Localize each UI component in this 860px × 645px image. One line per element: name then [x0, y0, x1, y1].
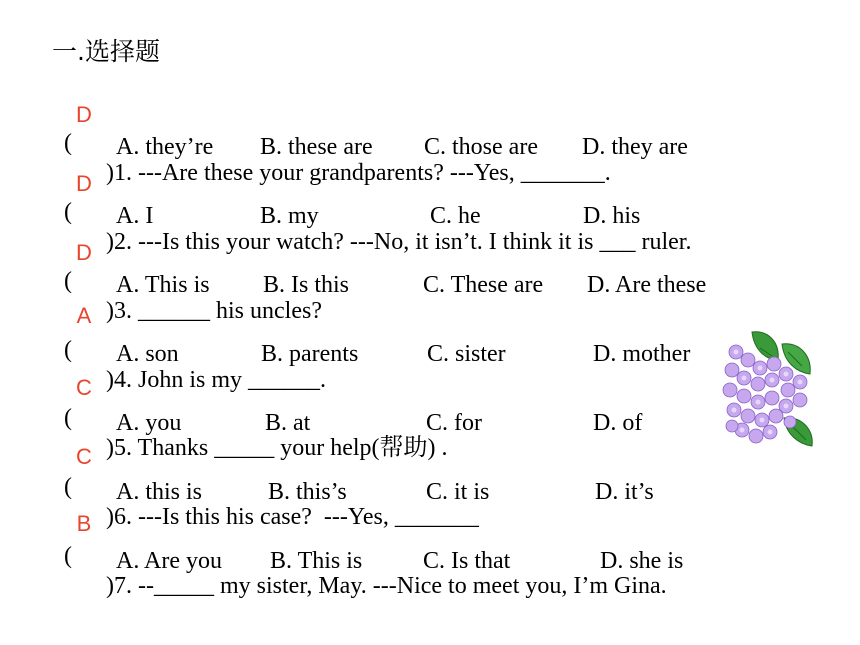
- answer-1: D: [76, 102, 92, 127]
- option-c: C. for: [426, 410, 482, 436]
- answer-5: C: [76, 375, 92, 400]
- option-a: A. this is: [116, 479, 203, 505]
- flower-icon: [722, 330, 814, 448]
- option-d: D. Are these: [587, 272, 707, 298]
- question-text: )7. --_____ my sister, May. ---Nice to meet you, I’m Gina.: [106, 573, 667, 599]
- option-c: C. he: [430, 203, 481, 229]
- option-d: D. they are: [582, 134, 688, 160]
- option-b: B. This is: [270, 548, 363, 574]
- open-paren: (: [64, 405, 72, 431]
- option-d: D. mother: [593, 341, 691, 367]
- option-c: C. it is: [426, 479, 490, 505]
- question-text: )2. ---Is this your watch? ---No, it isn’t. I think it is ___ ruler.: [106, 229, 692, 255]
- option-d: D. she is: [600, 548, 684, 574]
- question-text: )3. ______ his uncles?: [106, 298, 322, 324]
- answer-7: B: [76, 511, 92, 536]
- open-paren: (: [64, 268, 72, 294]
- open-paren: (: [64, 474, 72, 500]
- option-a: A. This is: [116, 272, 210, 298]
- option-b: B. this’s: [268, 479, 347, 505]
- answer-6: C: [76, 444, 92, 469]
- option-b: B. my: [260, 203, 319, 229]
- option-b: B. Is this: [263, 272, 350, 298]
- question-text: )1. ---Are these your grandparents? ---Yes, _______.: [106, 160, 611, 186]
- option-a: A. I: [116, 203, 154, 229]
- option-b: B. parents: [261, 341, 359, 367]
- answer-4: A: [76, 303, 92, 328]
- option-c: C. sister: [427, 341, 506, 367]
- open-paren: (: [64, 130, 72, 156]
- section-title: 一.选择题: [52, 37, 160, 66]
- option-a: A. son: [116, 341, 179, 367]
- option-d: D. his: [583, 203, 641, 229]
- question-text: )5. Thanks _____ your help(帮助) .: [106, 435, 448, 461]
- question-text: )6. ---Is this his case? ---Yes, _______: [106, 504, 479, 530]
- answer-3: D: [76, 240, 92, 265]
- answer-2: D: [76, 171, 92, 196]
- open-paren: (: [64, 543, 72, 569]
- option-a: A. you: [116, 410, 182, 436]
- option-c: C. Is that: [423, 548, 511, 574]
- option-b: B. at: [265, 410, 311, 436]
- option-d: D. of: [593, 410, 643, 436]
- option-d: D. it’s: [595, 479, 654, 505]
- option-a: A. they’re: [116, 134, 214, 160]
- option-c: C. those are: [424, 134, 538, 160]
- open-paren: (: [64, 337, 72, 363]
- question-text: )4. John is my ______.: [106, 367, 327, 393]
- open-paren: (: [64, 199, 72, 225]
- option-a: A. Are you: [116, 548, 222, 574]
- option-b: B. these are: [260, 134, 373, 160]
- option-c: C. These are: [423, 272, 544, 298]
